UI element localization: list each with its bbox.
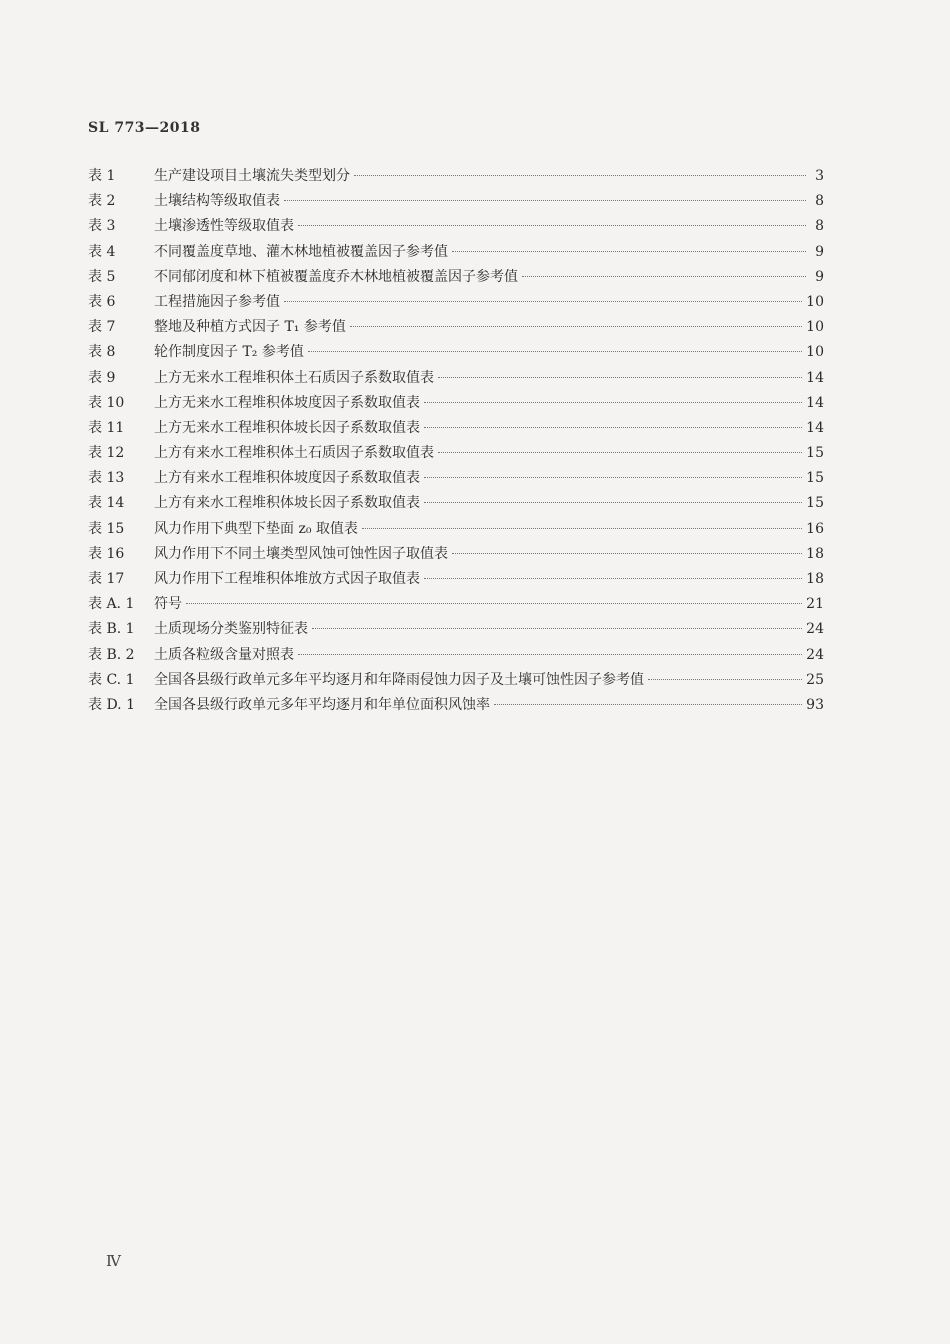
toc-entry-title: 工程措施因子参考值 (154, 293, 280, 310)
toc-entry[interactable] (88, 441, 824, 466)
toc-entry-number: 表 A. 1 (88, 596, 135, 613)
toc-entry-page: 3 (815, 168, 824, 184)
toc-entry-number: 表 B. 2 (88, 646, 135, 663)
toc-entry-page: 24 (806, 621, 824, 638)
toc-entry-number: 表 C. 1 (88, 671, 135, 688)
toc-entry-number: 表 12 (88, 445, 125, 462)
page-number: Ⅳ (106, 1252, 121, 1270)
toc-leader-dots (424, 477, 802, 478)
toc-leader-dots (308, 351, 802, 352)
toc-entry-page: 18 (806, 545, 824, 562)
toc-entry-page: 9 (815, 268, 824, 285)
toc-entry-page: 8 (815, 218, 824, 235)
toc-entry-title: 土质各粒级含量对照表 (154, 646, 294, 663)
toc-entry[interactable] (88, 542, 824, 567)
toc-entry-number: 表 4 (88, 243, 116, 260)
toc-leader-dots (452, 553, 802, 554)
toc-entry-title: 整地及种植方式因子 T₁ 参考值 (154, 319, 346, 336)
toc-entry-title: 上方有来水工程堆积体土石质因子系数取值表 (154, 445, 434, 462)
toc-entry-title: 全国各县级行政单元多年平均逐月和年单位面积风蚀率 (154, 696, 490, 713)
toc-entry-title: 轮作制度因子 T₂ 参考值 (154, 344, 304, 361)
toc-entry-title: 上方有来水工程堆积体坡度因子系数取值表 (154, 470, 420, 487)
toc-entry-page: 10 (806, 319, 824, 336)
toc-leader-dots (298, 225, 806, 226)
toc-entry-title: 全国各县级行政单元多年平均逐月和年降雨侵蚀力因子及土壤可蚀性因子参考值 (154, 671, 644, 688)
toc-entry[interactable] (88, 416, 824, 441)
table-of-tables (88, 164, 824, 718)
toc-entry-page: 9 (815, 243, 824, 260)
toc-entry-page: 93 (806, 696, 824, 713)
toc-leader-dots (424, 502, 802, 503)
toc-entry-page: 15 (806, 470, 824, 487)
toc-entry[interactable] (88, 340, 824, 365)
toc-entry-number: 表 16 (88, 545, 125, 562)
toc-entry-page: 15 (806, 495, 824, 512)
toc-entry-number: 表 14 (88, 495, 125, 512)
toc-entry-page: 10 (806, 293, 824, 310)
toc-entry-number: 表 1 (88, 168, 116, 184)
toc-entry-title: 符号 (154, 596, 182, 613)
toc-entry[interactable] (88, 617, 824, 642)
toc-entry-page: 15 (806, 445, 824, 462)
toc-leader-dots (284, 301, 802, 302)
toc-entry-page: 8 (815, 193, 824, 210)
toc-leader-dots (284, 200, 806, 201)
toc-entry-page: 14 (806, 394, 824, 411)
toc-entry-number: 表 5 (88, 268, 116, 285)
standard-code: SL 773—2018 (88, 120, 201, 136)
toc-entry-page: 14 (806, 419, 824, 436)
toc-entry-number: 表 17 (88, 571, 125, 587)
toc-entry[interactable] (88, 290, 824, 315)
toc-entry-number: 表 10 (88, 394, 125, 411)
toc-entry-page: 21 (806, 596, 824, 613)
toc-entry-title: 不同覆盖度草地、灌木林地植被覆盖因子参考值 (154, 243, 448, 260)
toc-entry-number: 表 B. 1 (88, 621, 135, 638)
toc-entry[interactable] (88, 265, 824, 290)
toc-entry[interactable] (88, 164, 824, 189)
toc-leader-dots (424, 402, 802, 403)
toc-entry-page: 24 (806, 646, 824, 663)
toc-leader-dots (350, 326, 802, 327)
toc-entry[interactable] (88, 693, 824, 718)
toc-entry[interactable] (88, 466, 824, 491)
toc-entry-page: 10 (806, 344, 824, 361)
toc-entry-page: 25 (806, 671, 824, 688)
toc-entry-number: 表 11 (88, 419, 125, 436)
toc-entry[interactable] (88, 668, 824, 693)
toc-leader-dots (298, 654, 802, 655)
toc-entry[interactable] (88, 517, 824, 542)
toc-entry-title: 风力作用下工程堆积体堆放方式因子取值表 (154, 571, 420, 587)
toc-entry-number: 表 D. 1 (88, 696, 135, 713)
toc-entry[interactable] (88, 240, 824, 265)
toc-entry-page: 14 (806, 369, 824, 386)
toc-entry[interactable] (88, 315, 824, 340)
toc-leader-dots (186, 603, 802, 604)
toc-entry-title: 风力作用下典型下垫面 z₀ 取值表 (154, 520, 358, 537)
toc-entry-number: 表 8 (88, 344, 116, 361)
toc-entry-title: 土质现场分类鉴别特征表 (154, 621, 308, 638)
toc-entry[interactable] (88, 189, 824, 214)
toc-entry[interactable] (88, 214, 824, 239)
toc-entry-page: 18 (806, 571, 824, 587)
toc-leader-dots (648, 679, 802, 680)
toc-entry-number: 表 9 (88, 369, 116, 386)
toc-entry-number: 表 2 (88, 193, 116, 210)
toc-entry[interactable] (88, 491, 824, 516)
toc-entry[interactable] (88, 592, 824, 617)
toc-leader-dots (494, 704, 802, 705)
toc-entry[interactable] (88, 391, 824, 416)
toc-entry-title: 土壤渗透性等级取值表 (154, 218, 294, 235)
toc-leader-dots (362, 528, 802, 529)
toc-entry-title: 生产建设项目土壤流失类型划分 (154, 168, 350, 184)
toc-entry-title: 土壤结构等级取值表 (154, 193, 280, 210)
toc-leader-dots (452, 251, 806, 252)
toc-entry[interactable] (88, 366, 824, 391)
toc-leader-dots (312, 628, 802, 629)
toc-leader-dots (522, 276, 806, 277)
toc-leader-dots (438, 452, 802, 453)
toc-entry-number: 表 3 (88, 218, 116, 235)
toc-entry-title: 上方无来水工程堆积体土石质因子系数取值表 (154, 369, 434, 386)
toc-leader-dots (424, 578, 802, 579)
toc-entry-number: 表 13 (88, 470, 125, 487)
toc-entry-page: 16 (806, 520, 824, 537)
toc-entry-number: 表 7 (88, 319, 116, 336)
toc-entry-title: 不同郁闭度和林下植被覆盖度乔木林地植被覆盖因子参考值 (154, 268, 518, 285)
toc-entry[interactable] (88, 567, 824, 592)
toc-leader-dots (438, 377, 802, 378)
toc-entry[interactable] (88, 643, 824, 668)
toc-entry-number: 表 6 (88, 293, 116, 310)
toc-leader-dots (354, 175, 806, 176)
toc-entry-title: 上方有来水工程堆积体坡长因子系数取值表 (154, 495, 420, 512)
toc-leader-dots (424, 427, 802, 428)
toc-entry-title: 上方无来水工程堆积体坡长因子系数取值表 (154, 419, 420, 436)
toc-entry-title: 上方无来水工程堆积体坡度因子系数取值表 (154, 394, 420, 411)
toc-entry-title: 风力作用下不同土壤类型风蚀可蚀性因子取值表 (154, 545, 448, 562)
toc-entry-number: 表 15 (88, 520, 125, 537)
